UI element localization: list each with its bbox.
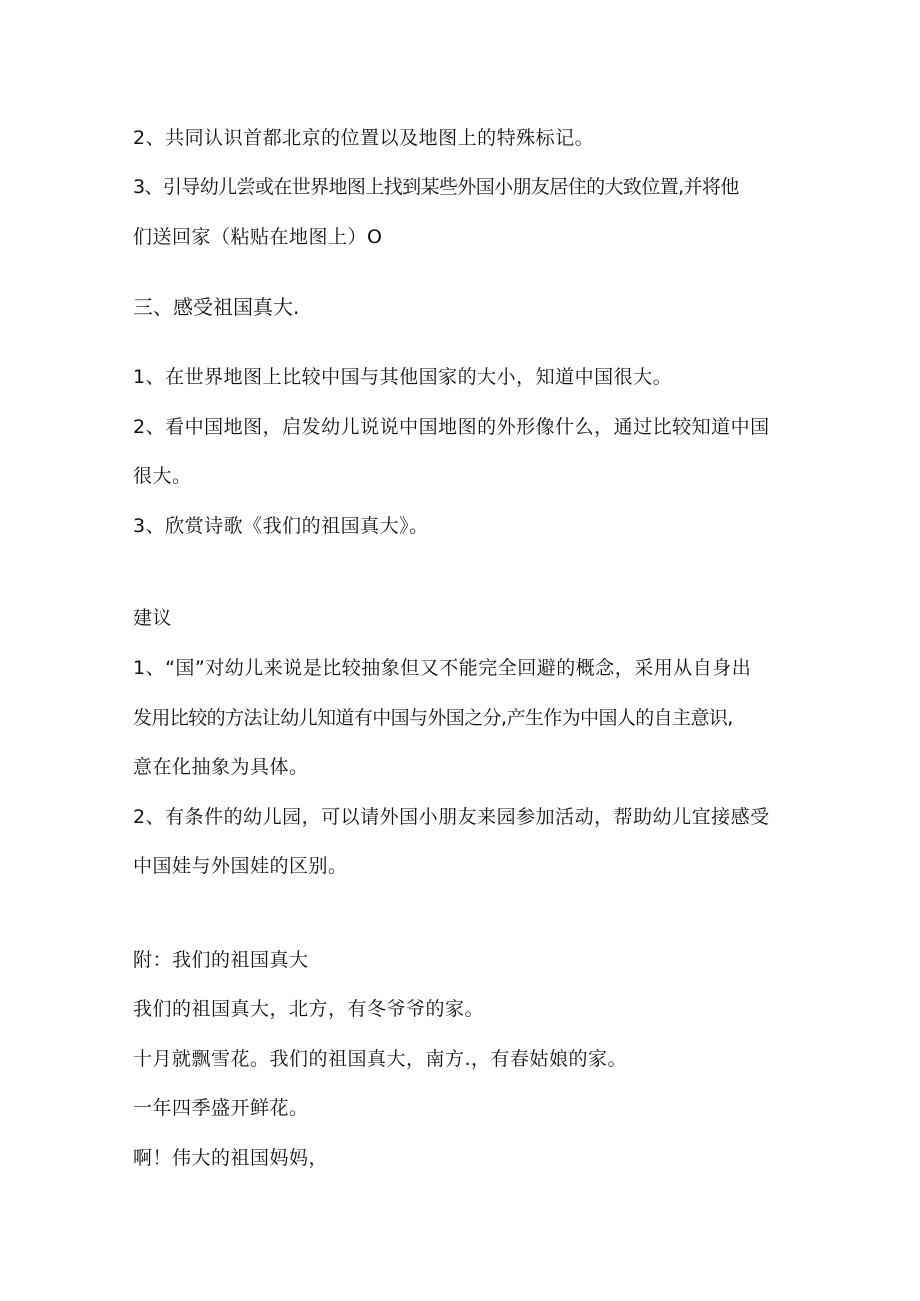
appendix-heading: 附：我们的祖国真大	[133, 949, 309, 971]
section-heading: 三、感受祖国真大.	[133, 295, 300, 319]
text-line-suggestion-1-cont: 发用比较的方法让幼儿知道有中国与外国之分,产生作为中国人的自主意识,	[133, 707, 733, 729]
text-line-suggestion-2: 2、有条件的幼儿园，可以请外国小朋友来园参加活动，帮助幼儿宜接感受	[133, 806, 770, 828]
text-line-suggestion-2-cont: 中国娃与外国娃的区别。	[133, 855, 348, 877]
text-line-activity-3: 3、引导幼儿尝或在世界地图上找到某些外国小朋友居住的大致位置,并将他	[133, 176, 739, 198]
text-line-item-1: 1、在世界地图上比较中国与其他国家的大小，知道中国很大。	[133, 366, 673, 388]
text-line-item-2: 2、看中国地图，启发幼儿说说中国地图的外形像什么，通过比较知道中国	[133, 416, 770, 438]
poem-line-2: 十月就飘雪花。我们的祖国真大，南方.，有春姑娘的家。	[133, 1048, 628, 1070]
text-line-item-3: 3、欣赏诗歌《我们的祖国真大》。	[133, 515, 429, 537]
poem-line-3: 一年四季盛开鲜花。	[133, 1097, 309, 1119]
text-line-activity-3-cont: 们送回家（粘贴在地图上）O	[133, 226, 383, 248]
poem-line-4: 啊！伟大的祖国妈妈，	[133, 1147, 329, 1169]
text-line-activity-2: 2、共同认识首都北京的位置以及地图上的特殊标记。	[133, 127, 595, 149]
text-line-suggestion-1: 1、“国”对幼儿来说是比较抽象但又不能完全回避的概念，采用从自身出	[133, 657, 752, 679]
poem-line-1: 我们的祖国真大，北方，有冬爷爷的家。	[133, 998, 485, 1020]
text-line-suggestion-1-end: 意在化抽象为具体。	[133, 756, 309, 778]
text-line-item-2-cont: 很大。	[133, 465, 192, 487]
suggestion-heading: 建议	[133, 607, 173, 629]
